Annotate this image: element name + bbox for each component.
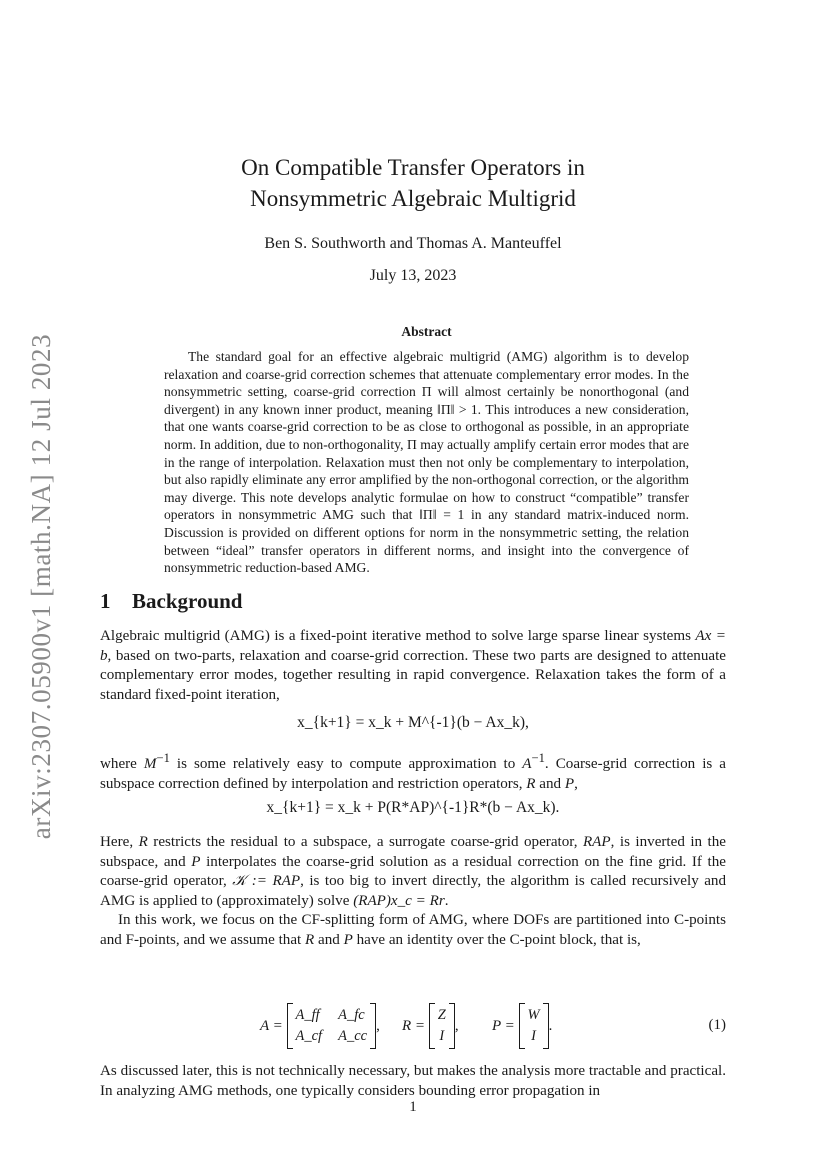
equation-number: (1) — [708, 1017, 726, 1033]
matrix-r: R = Z I , — [402, 1003, 459, 1049]
title-block — [100, 152, 726, 285]
title-line-2: Nonsymmetric Algebraic Multigrid — [250, 186, 576, 211]
section-heading — [100, 589, 243, 614]
arxiv-sidebar-identifier — [24, 322, 60, 850]
abstract-heading: Abstract — [401, 324, 452, 339]
paragraph-cf-splitting: In this work, we focus on the CF-splitting form of AMG, where DOFs are partitioned into C-points and F-points, and we assume that R and P have an identity over the C-point block, that is, — [100, 912, 726, 948]
section-number: 1 — [100, 589, 111, 613]
equation-block-matrices — [100, 1001, 726, 1049]
arxiv-id-text: arXiv:2307.05900v1 [math.NA] 12 Jul 2023 — [26, 333, 57, 839]
equation-relaxation-text: x_{k+1} = x_k + M^{-1}(b − Ax_k), — [297, 714, 529, 731]
authors: Ben S. Southworth and Thomas A. Manteuffel — [264, 235, 562, 252]
section-title: Background — [132, 589, 243, 613]
paper-title — [100, 152, 726, 214]
matrix-a: A = A_ff A_fc A_cf A_cc , — [260, 1003, 380, 1049]
equation-coarse-grid — [100, 799, 726, 817]
matrix-p: P = W I . — [492, 1003, 552, 1049]
equation-relaxation — [100, 714, 726, 732]
equation-coarse-grid-text: x_{k+1} = x_k + P(R*AP)^{-1}R*(b − Ax_k). — [266, 799, 560, 816]
paragraph-intro: Algebraic multigrid (AMG) is a fixed-point iterative method to solve large sparse linear systems Ax = b, based on two-parts, relaxation and coarse-grid correction. These two parts are designed to attenuate complementary error modes, together resulting in rapid convergence. Relaxation takes the form of a standard fixed-point iteration, — [100, 628, 726, 703]
abstract — [164, 324, 689, 577]
inline-equation: Ax = b — [100, 628, 726, 664]
date: July 13, 2023 — [369, 267, 457, 284]
paragraph-relaxation: where $M^{-1}$ is some relatively easy to compute approximation to $A^{-1}$. Coarse-grid correction is a subspace correction defined by interpolation and restriction operators, R and P, — [100, 751, 726, 792]
page-number: 1 — [409, 1099, 417, 1115]
paragraph-analysis: As discussed later, this is not technically necessary, but makes the analysis more tractable and practical. In analyzing AMG methods, one typically considers bounding error propagation in — [100, 1063, 726, 1099]
abstract-text: The standard goal for an effective algebraic multigrid (AMG) algorithm is to develop relaxation and coarse-grid correction schemes that attenuate complementary error modes. In the nonsymmetric setting, coarse-grid correction Π will almost certainly be nonorthogonal (and divergent) in any known inner product, meaning ‖Π‖ > 1. This introduces a new consideration, that one wants coarse-grid correction to be as close to orthogonal as possible, in an appropriate norm. In addition, due to non-orthogonality, Π may actually amplify certain error modes that are in the range of interpolation. Relaxation must then not only be complementary to interpolation, but also rapidly eliminate any error amplified by the non-orthogonal correction, or the algorithm may diverge. This note develops analytic formulae on how to construct “compatible” transfer operators in nonsymmetric AMG such that ‖Π‖ = 1 in any standard matrix-induced norm. Discussion is provided on different options for norm in the nonsymmetric setting, the relation between “ideal” transfer operators in different norms, and insight into the convergence of nonsymmetric reduction-based AMG. — [164, 349, 689, 576]
title-line-1: On Compatible Transfer Operators in — [241, 155, 585, 180]
paragraph-coarse-grid: Here, R restricts the residual to a subspace, a surrogate coarse-grid operator, RAP, is inverted in the subspace, and P interpolates the coarse-grid solution as a residual correction on the fine grid. If the coarse-grid operator, 𝒦 := RAP, is too big to invert directly, the algorithm is called recursively and AMG is applied to (approximately) solve (RAP)x_c = Rr. In this work, we focus on the CF-splitting form of AMG, where DOFs are partitioned into C-points and F-points, and we assume that R and P have an identity over the C-point block, that is, — [100, 833, 726, 950]
